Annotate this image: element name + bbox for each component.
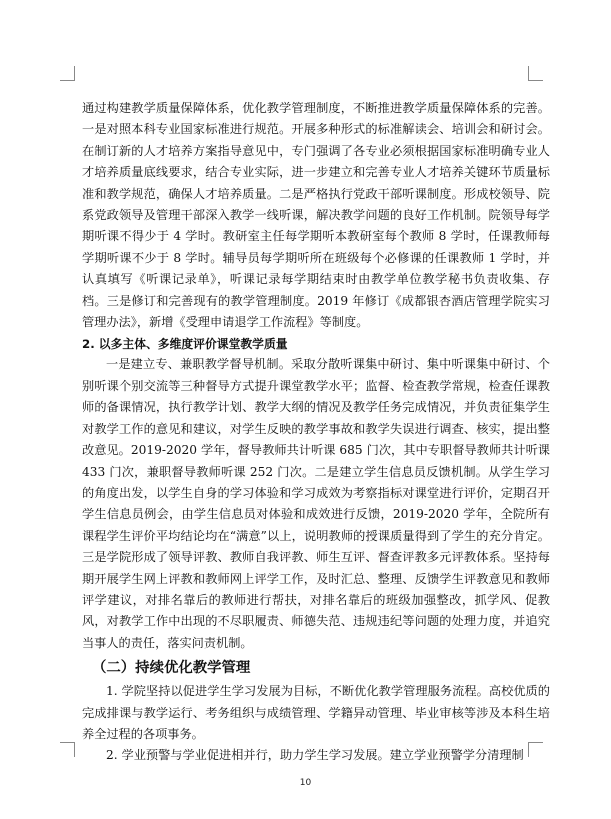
paragraph-evaluation: 一是建立专、兼职教学督导机制。采取分散听课集中研讨、集中听课集中研讨、个别听课个别交流等三种督导方式提升课堂教学水平；监督、检查教学常规，检查任课教师的备课情况，执行教学计划、教学大纲的情况及教学任务完成情况，并负责征集学生对教学工作的意见和建议，对学生反映的教学事故和教学失误进行调查、核实，提出整改意见。2019-2020 学年，督导教师共计听课 685 门次，其中专职督导教师共计听课 433 门次，兼职督导教师听课 252 门次。二是建立学生信息员反馈机制。从学生学习的角度出发，以学生自身的学习体验和学习成效为考察指标对课堂进行评价，定期召开学生信息员例会，由学生信息员对体验和成效进行反馈，2019-2020 学年，全院所有课程学生评价平均结论均在“满意”以上，说明教师的授课质量得到了学生的充分肯定。三是学院形成了领导评教、教师自我评教、师生互评、督查评教多元评教体系。坚持每期开展学生网上评教和教师网上评学工作，及时汇总、整理、反馈学生评教意见和教师评学建议，对排名靠后的教师进行帮扶，对排名靠后的班级加强整改，抓学风、促教风，对教学工作中出现的不尽职履责、师德失范、违规违纪等问题的处理力度，并追究当事人的责任，落实问责机制。 xyxy=(82,357,550,650)
crop-mark-top-right xyxy=(528,66,543,81)
page-body xyxy=(82,98,550,767)
subheading-evaluation: 2. 以多主体、多维度评价课堂教学质量 xyxy=(82,337,288,352)
paragraph-management-1: 1. 学院坚持以促进学生学习发展为目标，不断优化教学管理服务流程。高校优质的完成排课与教学运行、考务组织与成绩管理、学籍异动管理、毕业审核等涉及本科生培养全过程的各项事务。 xyxy=(82,684,550,741)
page-number: 10 xyxy=(299,778,312,788)
section-heading-management: （二）持续优化教学管理 xyxy=(92,660,251,677)
paragraph-management-2: 2. 学业预警与学业促进相并行，助力学生学习发展。建立学业预警学分清理制 xyxy=(106,748,524,763)
crop-mark-bottom-left xyxy=(60,742,75,757)
crop-mark-top-left xyxy=(60,66,75,81)
paragraph-quality-system: 通过构建教学质量保障体系，优化教学管理制度，不断推进教学质量保障体系的完善。一是对照本科专业国家标准进行规范。开展多种形式的标准解读会、培训会和研讨会。在制订新的人才培养方案指导意见中，专门强调了各专业必须根据国家标准明确专业人才培养质量底线要求，结合专业实际，进一步建立和完善专业人才培养关键环节质量标准和教学规范，确保人才培养质量。二是严格执行党政干部听课制度。形成校领导、院系党政领导及管理干部深入教学一线听课，解决教学问题的良好工作机制。院领导每学期听课不得少于 4 学时。教研室主任每学期听本教研室每个教师 8 学时，任课教师每学期听课不少于 8 学时。辅导员每学期听所在班级每个必修课的任课教师 1 学时，并认真填写《听课记录单》，听课记录每学期结束时由教学单位教学秘书负责收集、存档。三是修订和完善现有的教学管理制度。2019 年修订《成都银杏酒店管理学院实习管理办法》，新增《受理申请退学工作流程》等制度。 xyxy=(82,101,550,330)
